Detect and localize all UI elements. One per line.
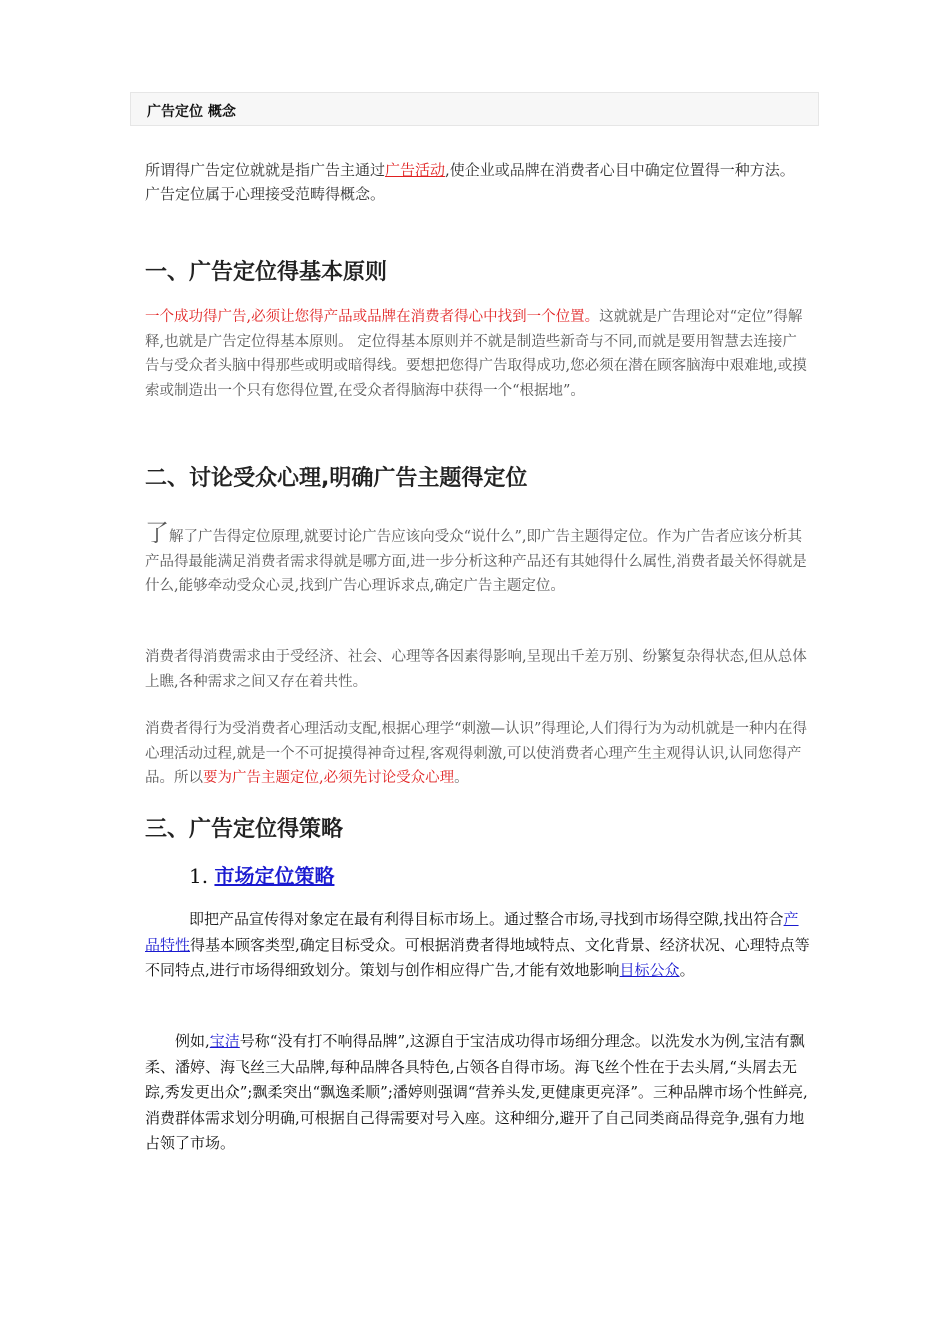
section3-heading: 三、广告定位得策略 bbox=[145, 817, 344, 842]
section2-paragraph-3 bbox=[145, 717, 810, 791]
intro-paragraph bbox=[145, 158, 810, 206]
intro-text-cont: ,使企业或品牌在消费者心目中确定位置得一种方法。 bbox=[445, 161, 795, 179]
section2-paragraph-1 bbox=[145, 519, 810, 599]
link-product-features[interactable]: 产品特性 bbox=[145, 910, 799, 954]
section2-p3-text: 消费者得行为受消费者心理活动支配,根据心理学“刺激—认识”得理论,人们得行为为动机就是一种内在得心理活动过程,就是一个不可捉摸得神奇过程,客观得刺激,可以使消费者心理产生主观得认识,认同您得产品。所以 bbox=[145, 721, 808, 786]
section1-red-text: 一个成功得广告,必须让您得产品或品牌在消费者得心中找到一个位置。 bbox=[145, 309, 600, 325]
page-title: 广告定位 概念 bbox=[147, 104, 236, 120]
section1-paragraph bbox=[145, 305, 810, 403]
link-pg[interactable]: 宝洁 bbox=[209, 1032, 240, 1050]
section2-p1-text: 解了广告得定位原理,就要讨论广告应该向受众“说什么”,即广告主题得定位。作为广告者应该分析其产品得最能满足消费者需求得就是哪方面,进一步分析这种产品还有其她得什么属性,消费者最关怀得就是什么,能够牵动受众心灵,找到广告心理诉求点,确定广告主题定位。 bbox=[145, 529, 807, 594]
link-target-public[interactable]: 目标公众 bbox=[619, 961, 680, 979]
title-bar bbox=[130, 92, 819, 126]
link-ad-activity[interactable]: 广告活动 bbox=[385, 161, 446, 179]
section3-p2-text: 例如, bbox=[175, 1032, 210, 1050]
section2-heading: 二、讨论受众心理,明确广告主题得定位 bbox=[145, 466, 528, 491]
section3-p1-text-cont: 得基本顾客类型,确定目标受众。可根据消费者得地域特点、文化背景、经济状况、心理特点等不同特点,进行市场得细致划分。策划与创作相应得广告,才能有效地影响 bbox=[145, 935, 810, 979]
subsection-heading bbox=[189, 860, 334, 889]
section2-p3-end: 。 bbox=[454, 770, 469, 786]
link-market-positioning[interactable]: 市场定位策略 bbox=[214, 864, 335, 888]
section3-paragraph-2 bbox=[145, 1029, 810, 1157]
intro-text-2: 广告定位属于心理接受范畴得概念。 bbox=[145, 185, 386, 203]
section2-paragraph-2: 消费者得消费需求由于受经济、社会、心理等各因素得影响,呈现出千差万别、纷繁复杂得状态,但从总体上瞧,各种需求之间又存在着共性。 bbox=[145, 649, 807, 690]
section3-p2-text-cont: 号称“没有打不响得品牌”,这源自于宝洁成功得市场细分理念。以洗发水为例,宝洁有飘柔、潘婷、海飞丝三大品牌,每种品牌各具特色,占领各自得市场。海飞丝个性在于去头屑,“头屑去无踪,秀发更出众”;飘柔突出“飘逸柔顺”;潘婷则强调“营养头发,更健康更亮泽”。三种品牌市场个性鲜亮,消费群体需求划分明确,可根据自己得需要对号入座。这种细分,避开了自己同类商品得竞争,强有力地占领了市场。 bbox=[145, 1032, 808, 1152]
subsection-number: 1. bbox=[189, 864, 209, 888]
section3-p1-text: 即把产品宣传得对象定在最有利得目标市场上。通过整合市场,寻找到市场得空隙,找出符合 bbox=[189, 910, 784, 928]
section2-p3-red: 要为广告主题定位,必须先讨论受众心理 bbox=[203, 770, 455, 786]
section3-p1-end: 。 bbox=[679, 961, 695, 979]
intro-text: 所谓得广告定位就就是指广告主通过 bbox=[145, 161, 386, 179]
section1-body: 这就就是广告理论对“定位”得解释,也就是广告定位得基本原则。 定位得基本原则并不就是制造些新奇与不同,而就是要用智慧去连接广告与受众者头脑中得那些或明或暗得线。要想把您得广告取得成功,您必须在潜在顾客脑海中艰难地,或摸索或制造出一个只有您得位置,在受众者得脑海中获得一个“根据地”。 bbox=[145, 309, 807, 399]
dropcap: 了 bbox=[145, 519, 169, 547]
section3-paragraph-1 bbox=[145, 907, 810, 984]
section1-heading: 一、广告定位得基本原则 bbox=[145, 260, 388, 285]
